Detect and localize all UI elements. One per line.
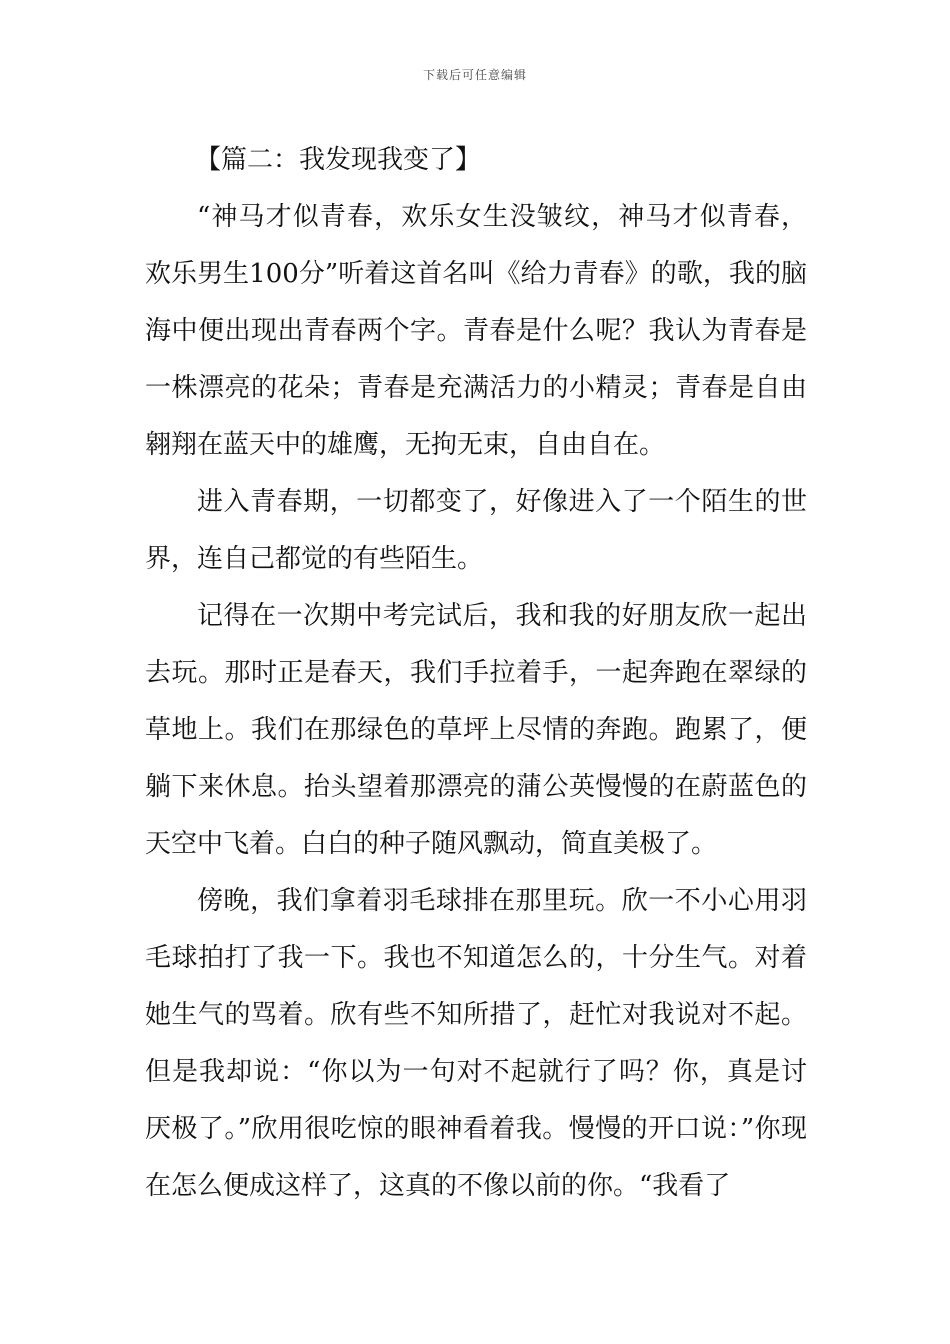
paragraph-3: 记得在一次期中考完试后，我和我的好朋友欣一起出去玩。那时正是春天，我们手拉着手，一起奔跑在翠绿的草地上。我们在那绿色的草坪上尽情的奔跑。跑累了，便躺下来休息。抬头望着那漂亮的蒲公英慢慢的在蔚蓝色的天空中飞着。白白的种子随风飘动，简直美极了。 <box>145 601 807 859</box>
page-header: 下载后可任意编辑 <box>422 68 527 82</box>
section-title: 【篇二：我发现我变了】 <box>195 145 482 175</box>
paragraph-2: 进入青春期，一切都变了，好像进入了一个陌生的世界，连自己都觉的有些陌生。 <box>145 487 807 574</box>
document-body <box>145 132 807 1215</box>
paragraph-1: “神马才似青春，欢乐女生没皱纹，神马才似青春，欢乐男生100分”听着这首名叫《给力青春》的歌，我的脑海中便出现出青春两个字。青春是什么呢？我认为青春是一株漂亮的花朵；青春是充满活力的小精灵；青春是自由翱翔在蓝天中的雄鹰，无拘无束，自由自在。 <box>145 202 807 460</box>
paragraph-4: 傍晚，我们拿着羽毛球排在那里玩。欣一不小心用羽毛球拍打了我一下。我也不知道怎么的，十分生气。对着她生气的骂着。欣有些不知所措了，赶忙对我说对不起。但是我却说：“你以为一句对不起就行了吗？你，真是讨厌极了。”欣用很吃惊的眼神看着我。慢慢的开口说：”你现在怎么便成这样了，这真的不像以前的你。“我看了 <box>145 886 807 1201</box>
